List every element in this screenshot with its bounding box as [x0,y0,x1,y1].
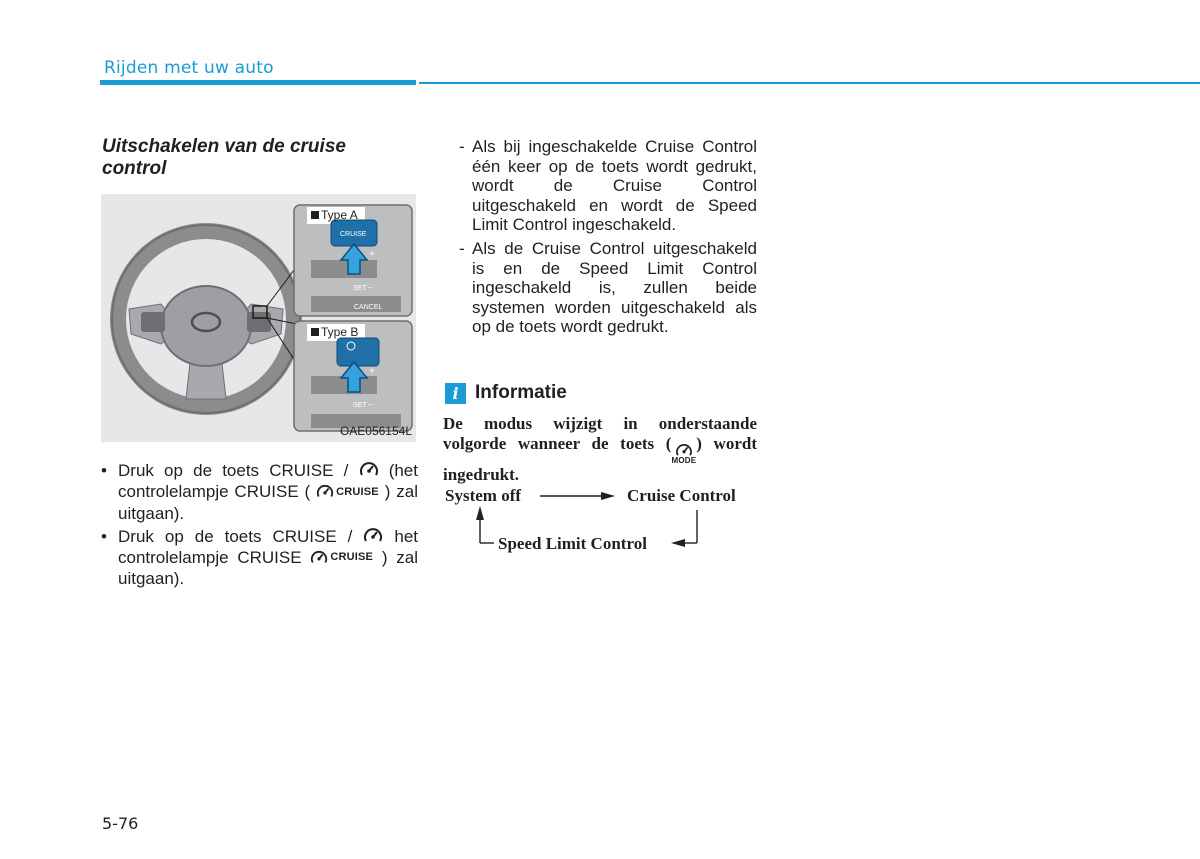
header-rule [419,82,1200,84]
mode-speedometer-icon [675,443,693,457]
flow-system-off: System off [445,486,522,505]
section-title: Uitschakelen van de cruise control [102,136,346,179]
flow-speed-limit-control: Speed Limit Control [498,534,647,553]
minus-label-a: – [368,283,373,292]
bullet-text: het controlelampje CRUISE [118,526,418,567]
info-text-part: De modus wijzigt in onderstaande volgorde wanneer de toets ( [443,414,757,453]
list-item: - Als de Cruise Control uitgeschakeld is en de Speed Limit Control ingeschakeld is, zullen beide systemen worden uitgeschakeld als op de toets wordt gedrukt. [458,239,757,337]
info-icon: i [445,383,466,404]
steering-wheel-illustration [101,194,416,442]
set-label-b: SET [353,402,367,409]
cruise-indicator-badge [316,482,379,503]
cruise-speedometer-icon [363,526,383,546]
plus-label-a: + [369,249,375,260]
cruise-speedometer-icon [359,460,379,480]
section-header: Rijden met uw auto [104,58,274,78]
plus-label-b: + [369,366,375,377]
bullet-text: ) zal uitgaan). [118,547,418,588]
steering-wheel-figure [101,194,416,442]
minus-label-b: – [368,400,373,409]
bullet-text: (het controlelampje CRUISE ( [118,461,418,501]
info-text-part: ) wordt ingedrukt. [443,434,757,484]
mode-button-badge [671,443,696,465]
flow-cruise-control: Cruise Control [627,486,736,505]
list-item [100,460,418,524]
cruise-indicator-label: CRUISE [330,551,374,563]
bullet-text: Druk op de toets CRUISE / [118,461,359,480]
mode-label: MODE [671,456,697,465]
cancel-label: CANCEL [354,304,383,311]
set-label-a: SET [353,285,367,292]
list-item [100,526,418,590]
figure-code: OAE056154L [339,424,412,438]
type-b-label: Type B [321,325,359,339]
cruise-indicator-icon [316,483,334,501]
bullet-list [100,460,418,591]
bullet-text: ) zal uitgaan). [118,482,418,523]
page-number: 5-76 [102,814,139,833]
type-a-label: Type A [321,208,358,222]
bullet-text: Druk op de toets CRUISE / [118,526,364,546]
flow-arrows [443,484,763,564]
cruise-indicator-label: CRUISE [336,485,379,498]
cruise-button-label: CRUISE [340,231,367,238]
cruise-indicator-badge [310,547,373,568]
header-accent-bar [100,80,416,85]
mode-flow-diagram [443,484,763,564]
info-heading [445,382,567,404]
info-text [443,414,757,485]
dash-list [458,137,757,341]
info-title: Informatie [475,382,567,403]
cruise-indicator-icon [310,549,328,567]
list-item: - Als bij ingeschakelde Cruise Control één keer op de toets wordt gedrukt, wordt de Cruise Control uitgeschakeld en wordt de Speed Limit Control ingeschakeld. [458,137,757,235]
